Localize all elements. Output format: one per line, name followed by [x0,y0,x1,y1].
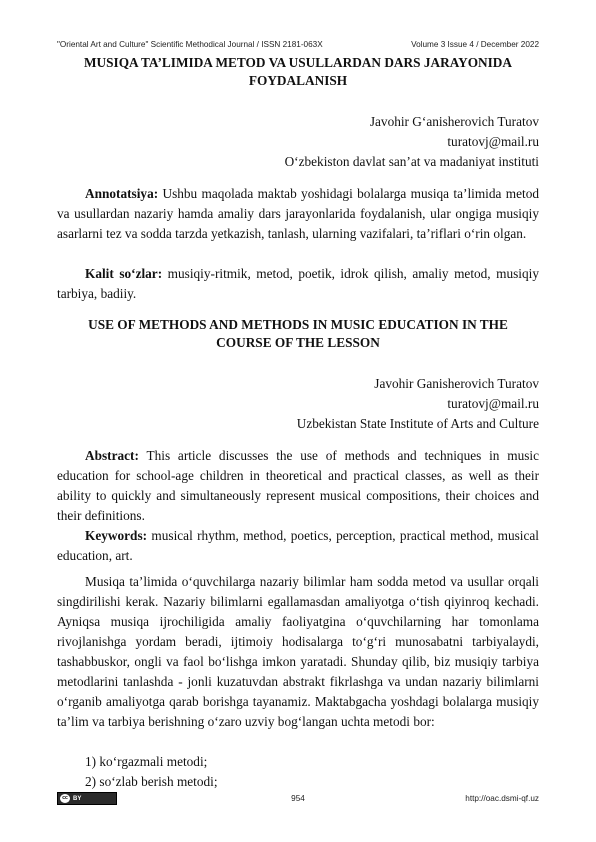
issue-header: Volume 3 Issue 4 / December 2022 [411,40,539,49]
en-abstract-text: This article discusses the use of methods and techniques in music education for school-age children in theoretical and practical classes, as well as their ability to quickly and simultaneously represent musical compositions, their choices and their definitions. [57,448,539,523]
uz-abstract-text: Ushbu maqolada maktab yoshidagi bolalarga musiqa ta’limida metod va usullardan nazariy hamda amaliy dars jarayonlarida foydalanish, ular ongiga musiqiy asarlarni tez va sodda tarzda yetkazish, tanlash, ularning vazifalari, ta’riflari o‘rin olgan. [57,186,539,241]
uz-abstract-label: Annotatsiya: [85,186,159,201]
creative-commons-icon: cc [60,794,70,803]
en-affiliation: Uzbekistan State Institute of Arts and Culture [296,416,539,431]
en-keywords [57,526,539,566]
page-number: 954 [291,794,305,803]
journal-header: "Oriental Art and Culture" Scientific Methodical Journal / ISSN 2181-063X [57,40,323,49]
en-title-line1: USE OF METHODS AND METHODS IN MUSIC EDUCATION IN THE [88,317,508,332]
uz-title-line2: FOYDALANISH [248,72,348,88]
list-item: 2) so‘zlab berish metodi; [85,774,218,789]
list-item: 1) ko‘rgazmali metodi; [85,754,208,769]
en-keywords-label: Keywords: [85,528,148,543]
uz-keywords-text: musiqiy-ritmik, metod, poetik, idrok qilish, amaliy metod, musiqiy tarbiya, badiiy. [57,266,539,301]
body-paragraph: Musiqa ta’limida o‘quvchilarga nazariy bilimlar ham sodda metod va usullar orqali singdirilishi kerak. Nazariy bilimlarni egallamasdan amaliyotga o‘tish qiyinroq kechadi. Ayniqsa musiqa ijrochiligida amaliy faoliyatgina o‘quvchilarning har tomonlama rivojlanishga yordam beradi, ijtimoiy hodisalarga to‘g‘ri munosabatni tarbiyalaydi, tashabbuskor, ongli va faol bo‘lishga imkon yaratadi. Shunday qilib, biz musiqiy tarbiya metodlarini tanlashda - jonli kuzatuvdan abstrakt fikrlashga va undan nazariy bilimlarni o‘rganib amaliyotga qarab borishga tayanamiz. Maktabgacha yoshdagi bolalarga musiqiy ta’lim va tarbiya berishning o‘zaro uzviy bog‘langan uchta metodi bor: [57,574,539,729]
en-abstract-label: Abstract: [85,448,139,463]
en-author: Javohir Ganisherovich Turatov [374,376,539,391]
uz-email: turatovj@mail.ru [447,134,539,149]
en-abstract [57,446,539,526]
en-keywords-text: musical rhythm, method, poetics, perception, practical method, musical education, art. [57,528,539,563]
uz-affiliation: O‘zbekiston davlat san’at va madaniyat instituti [284,154,539,169]
en-title-line2: COURSE OF THE LESSON [216,334,380,350]
en-title [57,316,539,351]
uz-keywords-label: Kalit so‘zlar: [85,266,163,281]
uz-title-line1: MUSIQA TA’LIMIDA METOD VA USULLARDAN DARS JARAYONIDA [83,55,513,70]
footer-url[interactable]: http://oac.dsmi-qf.uz [465,794,539,803]
uz-abstract [57,184,539,244]
license-by-label: BY [73,795,82,802]
uz-author: Javohir G‘anisherovich Turatov [369,114,539,129]
uz-title [57,54,539,89]
en-email: turatovj@mail.ru [447,396,539,411]
uz-keywords [57,264,539,304]
